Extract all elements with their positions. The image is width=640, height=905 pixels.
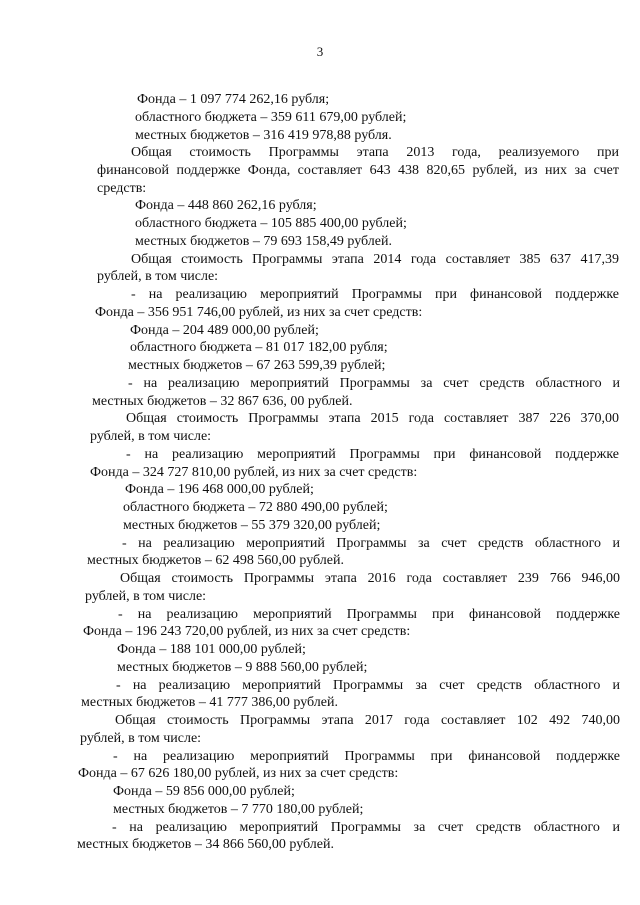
text-line: местных бюджетов – 32 867 636, 00 рублей. [92, 394, 353, 409]
text-line: Фонда – 196 243 720,00 рублей, из них за счет средств: [83, 624, 411, 639]
text-line: - на реализацию мероприятий Программы при финансовой поддержке [131, 288, 619, 302]
text-line: Фонда – 188 101 000,00 рублей; [117, 642, 306, 657]
text-line: местных бюджетов – 316 419 978,88 рубля. [135, 128, 392, 143]
text-line: - на реализацию мероприятий Программы за счет средств областного и [116, 679, 620, 693]
text-line: рублей, в том числе: [97, 269, 219, 284]
page-number: 3 [316, 44, 324, 59]
text-line: местных бюджетов – 7 770 180,00 рублей; [113, 802, 364, 817]
text-line: - на реализацию мероприятий Программы за счет средств областного и [128, 377, 620, 391]
text-line: местных бюджетов – 41 777 386,00 рублей. [81, 695, 338, 710]
text-line: местных бюджетов – 67 263 599,39 рублей; [128, 358, 386, 373]
text-line: областного бюджета – 72 880 490,00 рублей; [123, 500, 388, 515]
text-line: Общая стоимость Программы этапа 2013 года, реализуемого при [131, 146, 619, 160]
text-line: областного бюджета – 105 885 400,00 рублей; [135, 216, 407, 231]
text-line: местных бюджетов – 9 888 560,00 рублей; [117, 660, 368, 675]
text-line: местных бюджетов – 79 693 158,49 рублей. [135, 234, 392, 249]
text-line: Общая стоимость Программы этапа 2016 года составляет 239 766 946,00 [120, 572, 620, 586]
text-line: - на реализацию мероприятий Программы при финансовой поддержке [113, 750, 620, 764]
text-line: - на реализацию мероприятий Программы за счет средств областного и [112, 821, 620, 835]
text-line: Фонда – 1 097 774 262,16 рубля; [137, 92, 330, 107]
text-line: Фонда – 196 468 000,00 рублей; [125, 482, 314, 497]
text-line: рублей, в том числе: [85, 589, 207, 604]
text-line: областного бюджета – 359 611 679,00 рублей; [135, 110, 407, 125]
text-line: - на реализацию мероприятий Программы при финансовой поддержке [126, 448, 619, 462]
text-line: местных бюджетов – 34 866 560,00 рублей. [77, 837, 334, 852]
text-line: Фонда – 67 626 180,00 рублей, из них за счет средств: [78, 766, 399, 781]
text-line: Фонда – 356 951 746,00 рублей, из них за счет средств: [95, 305, 423, 320]
text-line: - на реализацию мероприятий Программы за счет средств областного и [122, 537, 620, 551]
text-line: Фонда – 204 489 000,00 рублей; [130, 323, 319, 338]
text-line: средств: [97, 181, 147, 196]
text-line: областного бюджета – 81 017 182,00 рубля; [130, 340, 388, 355]
text-line: - на реализацию мероприятий Программы при финансовой поддержке [118, 608, 620, 622]
text-line: Общая стоимость Программы этапа 2015 года составляет 387 226 370,00 [126, 412, 619, 426]
text-line: Фонда – 324 727 810,00 рублей, из них за счет средств: [90, 465, 418, 480]
text-line: рублей, в том числе: [80, 731, 202, 746]
text-line: рублей, в том числе: [90, 429, 212, 444]
text-line: местных бюджетов – 62 498 560,00 рублей. [87, 553, 344, 568]
text-line: финансовой поддержке Фонда, составляет 643 438 820,65 рублей, из них за счет [97, 164, 619, 178]
text-line: Фонда – 59 856 000,00 рублей; [113, 784, 295, 799]
text-line: Общая стоимость Программы этапа 2014 года составляет 385 637 417,39 [131, 253, 619, 267]
text-line: местных бюджетов – 55 379 320,00 рублей; [123, 518, 381, 533]
text-line: Общая стоимость Программы этапа 2017 года составляет 102 492 740,00 [115, 714, 620, 728]
text-line: Фонда – 448 860 262,16 рубля; [135, 198, 317, 213]
